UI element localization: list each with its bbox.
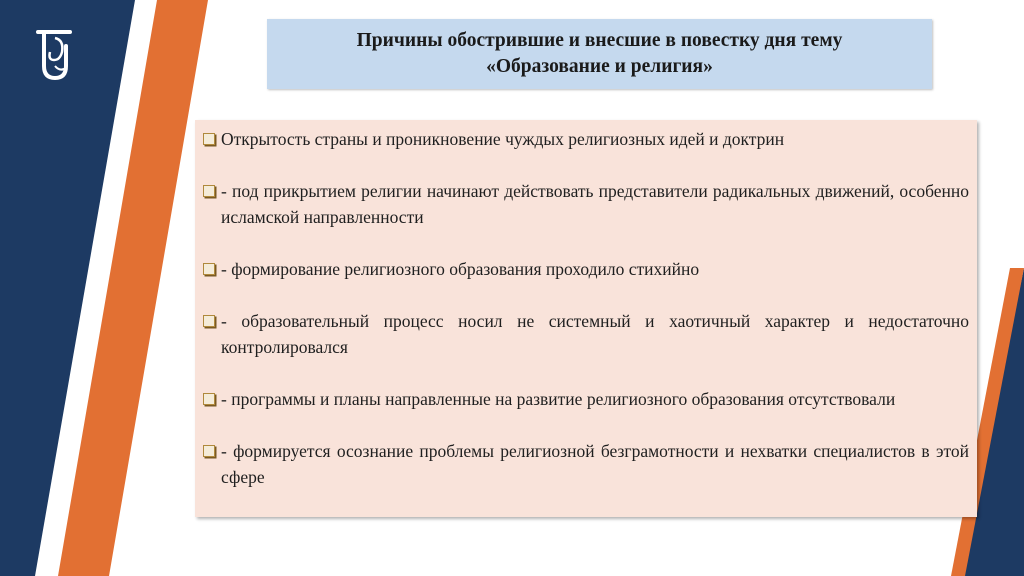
list-item-text: - формирование религиозного образования проходило стихийно — [221, 259, 700, 279]
square-checkbox-bullet-icon — [203, 133, 215, 145]
list-item-text: - под прикрытием религии начинают действовать представители радикальных движений, особенно исламской направленности — [221, 181, 969, 227]
square-checkbox-bullet-icon — [203, 315, 215, 327]
list-item-text: - формируется осознание проблемы религиозной безграмотности и нехватки специалистов в этой сфере — [221, 441, 969, 487]
list-item-text: - образовательный процесс носил не системный и хаотичный характер и недостаточно контролировался — [221, 311, 969, 357]
list-item — [203, 256, 969, 282]
square-checkbox-bullet-icon — [203, 263, 215, 275]
list-item — [203, 386, 969, 412]
list-item — [203, 438, 969, 490]
square-checkbox-bullet-icon — [203, 393, 215, 405]
list-item — [203, 308, 969, 360]
university-monogram-logo — [34, 26, 76, 86]
square-checkbox-bullet-icon — [203, 445, 215, 457]
list-item — [203, 126, 969, 152]
content-panel — [195, 120, 977, 517]
square-checkbox-bullet-icon — [203, 185, 215, 197]
list-item — [203, 178, 969, 230]
slide-title-line1: Причины обострившие и внесшие в повестку дня тему — [356, 30, 843, 51]
slide-title-line2: «Образование и религия» — [486, 56, 713, 77]
list-item-text: Открытость страны и проникновение чуждых религиозных идей и доктрин — [221, 129, 785, 149]
list-item-text: - программы и планы направленные на развитие религиозного образования отсутствовали — [221, 389, 896, 409]
slide-title-box — [267, 19, 932, 89]
